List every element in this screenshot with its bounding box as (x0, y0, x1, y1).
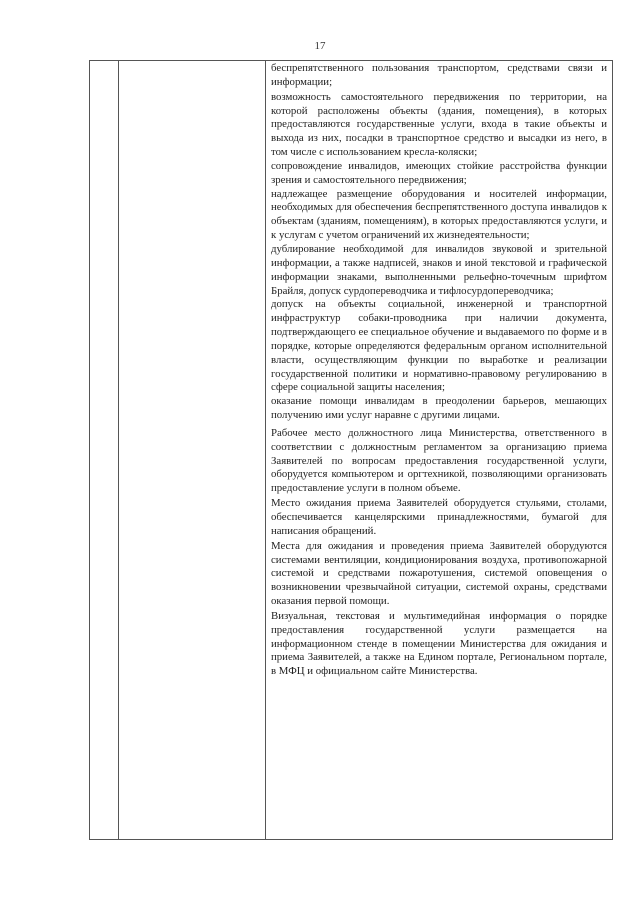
paragraph-info-duplication: дублирование необходимой для инвалидов звуковой и зрительной информации, а также надписей, знаков и иной текстовой и графической информации знаками, выполненными рельефно-точечным шрифтом Брайля, допуск сурдопереводчика и тифлосурдопереводчика; (271, 242, 607, 297)
paragraph-self-movement: возможность самостоятельного передвижения по территории, на которой расположены объекты (здания, помещения), в которых предоставляются государственные услуги, входа в такие объекты и выхода из них, посадки в транспортное средство и высадки из него, в том числе с использованием кресла-коляски; (271, 90, 607, 159)
table-cell-content (271, 62, 607, 679)
paragraph-waiting-area: Место ожидания приема Заявителей оборудуется стульями, столами, обеспечивается канцелярскими принадлежностями, бумагой для написания обращений. (271, 497, 607, 537)
paragraph-info-stand: Визуальная, текстовая и мультимедийная информация о порядке предоставления государственной услуги размещается на информационном стенде в помещении Министерства для ожидания и приема Заявителей, а также на Едином портале, Региональном портале, в МФЦ и официальном сайте Министерства. (271, 609, 607, 678)
paragraph-transport-access: беспрепятственного пользования транспортом, средствами связи и информации; (271, 62, 607, 88)
paragraph-reception-systems: Места для ожидания и проведения приема Заявителей оборудуются системами вентиляции, кондиционирования воздуха, противопожарной системой и средствами пожаротушения, системой оповещения о возникновении чрезвычайной ситуации, системой охраны, средствами оказания первой помощи. (271, 539, 607, 608)
paragraph-equipment-placement: надлежащее размещение оборудования и носителей информации, необходимых для обеспечения беспрепятственного доступа инвалидов к объектам (зданиям, помещениям), в которых предоставляются услуги, и к услугам с учетом ограничений их жизнедеятельности; (271, 187, 607, 242)
page-number: 17 (314, 40, 326, 52)
paragraph-workplace: Рабочее место должностного лица Министерства, ответственного в соответствии с должностным регламентом за организацию приема Заявителей по вопросам предоставления государственной услуги, оборудуется компьютером и оргтехникой, позволяющими организовать предоставление услуги в полном объеме. (271, 426, 607, 495)
paragraph-escort: сопровождение инвалидов, имеющих стойкие расстройства функции зрения и самостоятельного передвижения; (271, 159, 607, 186)
paragraph-assistance: оказание помощи инвалидам в преодолении барьеров, мешающих получению ими услуг наравне с другими лицами. (271, 395, 607, 422)
table-column-divider-2 (265, 61, 266, 839)
table-column-divider-1 (118, 61, 119, 839)
paragraph-guide-dog: допуск на объекты социальной, инженерной и транспортной инфраструктур собаки-проводника при наличии документа, подтверждающего ее специальное обучение и выдаваемого по форме и в порядке, которые определяются федеральным органом исполнительной власти, осуществляющим функции по выработке и реализации государственной политики и нормативно-правовому регулированию в сфере социальной защиты населения; (271, 298, 607, 394)
document-table (89, 60, 613, 840)
